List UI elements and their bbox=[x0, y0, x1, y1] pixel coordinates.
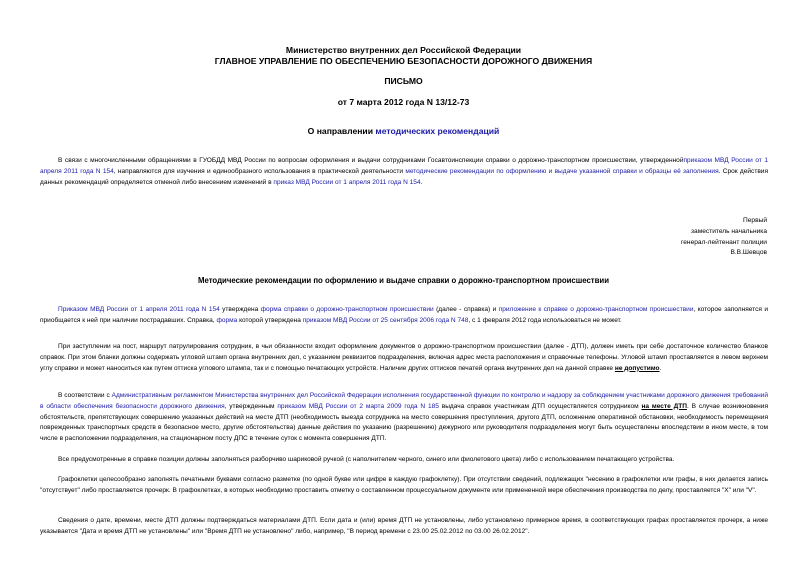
paragraph-4: Все предусмотренные в справке позиции должны заполняться разборчиво шариковой ручкой (с наполнителем черного, синего или фиолетового цвета) либо с использованием печатающего устройства. bbox=[58, 456, 675, 463]
intro-link-recommendations[interactable]: методические рекомендации по оформлению и выдаче указанной справки и образцы её заполнения bbox=[405, 167, 719, 175]
signature-block bbox=[567, 216, 767, 259]
intro-link-order-154-again[interactable]: приказ МВД России от 1 апреля 2011 года N 154 bbox=[273, 178, 421, 186]
p1-link-order-154[interactable]: Приказом МВД России от 1 апреля 2011 года N 154 bbox=[58, 306, 220, 313]
p2-emphasis-not-allowed: не допустимо bbox=[614, 364, 660, 372]
intro-text-2: , направляются для изучения и единообразного использования в практической деятельности bbox=[113, 167, 406, 175]
p1-link-form[interactable]: форма справки о дорожно-транспортном происшествии bbox=[260, 306, 434, 313]
signature-line-1: Первый bbox=[743, 217, 767, 224]
department-name: ГЛАВНОЕ УПРАВЛЕНИЕ ПО ОБЕСПЕЧЕНИЮ БЕЗОПАСНОСТИ ДОРОЖНОГО ДВИЖЕНИЯ bbox=[214, 56, 593, 66]
p1-text-1: утверждена bbox=[219, 306, 261, 313]
paragraph-5: Графоклетки целесообразно заполнять печатными буквами согласно разметке (по одной букве или цифре в каждую графоклетку). При отсутствии сведений, подлежащих "несению в графоклетки или графы, в них делается запись "отсутствует" либо проставляется прочерк. В графоклетках, в которых необходимо проставить отметку о составленном процессуальном документе или примененной мере обеспечения производства по делу, проставляется "X" или "V". bbox=[40, 476, 768, 494]
intro-text-3: . Срок действия данных рекомендаций определяется отменой либо внесением изменений в bbox=[40, 167, 769, 186]
recommendations-title: Методические рекомендации по оформлению и выдаче справки о дорожно-транспортном происшествии bbox=[197, 276, 609, 285]
p1-link-appendix[interactable]: приложение к справке о дорожно-транспортном происшествии bbox=[498, 306, 694, 313]
p2-text-2: . bbox=[659, 364, 662, 372]
p1-text-2: (далее - справка) и bbox=[433, 306, 499, 313]
document-date-number: от 7 марта 2012 года N 13/12-73 bbox=[337, 97, 470, 107]
p1-text-4: которой утверждена bbox=[237, 316, 303, 324]
ministry-name: Министерство внутренних дел Российской Федерации bbox=[285, 45, 522, 55]
paragraph-2 bbox=[40, 342, 768, 374]
signature-line-3: генерал-лейтенант полиции bbox=[681, 238, 767, 246]
intro-text-1: В связи с многочисленными обращениями в ГУОБДД МВД России по вопросам оформления и выдачи сотрудниками Госавтоинспекции справки о дорожно-транспортном происшествии, утвержденной bbox=[58, 157, 684, 164]
p3-link-regulation[interactable]: Административным регламентом Министерства внутренних дел Российской Федерации исполнения государственной функции по контролю и надзору за соблюдением участниками дорожного движения требований в области обеспечения безопасности дорожного движения bbox=[40, 392, 768, 410]
subject-prefix: О направлении bbox=[307, 126, 376, 136]
p3-text-2: , утвержденным bbox=[224, 402, 278, 410]
p3-emphasis-on-site: на месте ДТП bbox=[641, 402, 687, 410]
document-type: ПИСЬМО bbox=[384, 76, 423, 86]
signature-name: В.В.Шевцов bbox=[730, 249, 767, 257]
p3-text-3: выдача справок участникам ДТП осуществляется сотрудником bbox=[438, 402, 642, 410]
p1-link-form-short[interactable]: форма bbox=[216, 316, 238, 324]
p3-text-4: . В случае возникновения обстоятельств, препятствующих совершению указанных действий на месте ДТП (необходимость выезда сотрудника на место совершения преступления, другого ДТП, осложнение оперативной обстановки, необходимость перемещения поврежденных транспортных средств в безопасное место, другие обстоятельства) данные действия по указанию (разрешению) дежурного или руководителя подразделения могут быть осуществлены впоследствии в ином месте, в том числе в расположении подразделения, на стационарном посту ДПС в течение суток с момента совершения ДТП. bbox=[40, 402, 768, 443]
p1-link-order-748[interactable]: приказом МВД России от 25 сентября 2006 года N 748 bbox=[302, 316, 469, 324]
paragraph-6: Сведения о дате, времени, месте ДТП должны подтверждаться материалами ДТП. Если дата и (или) время ДТП не установлены, либо установлено примерное время, в соответствующих графах проставляется прочерк, а ниже указывается "Дата и время ДТП не установлены" или "Время ДТП не установлено" либо, например, "В период времени с 23.00 25.02.2012 по 03.00 26.02.2012". bbox=[40, 517, 768, 535]
p3-text-1: В соответствии с bbox=[58, 392, 112, 399]
intro-paragraph bbox=[40, 156, 768, 188]
subject-link[interactable]: методических рекомендаций bbox=[375, 126, 500, 136]
document-subject bbox=[0, 126, 807, 137]
paragraph-1 bbox=[40, 305, 768, 327]
intro-text-4: . bbox=[420, 178, 423, 186]
signature-line-2: заместитель начальника bbox=[691, 227, 767, 235]
paragraph-3 bbox=[40, 391, 768, 445]
p3-link-order-185[interactable]: приказом МВД России от 2 марта 2009 года N 185 bbox=[277, 402, 439, 410]
p1-text-5: , с 1 февраля 2012 года использоваться не может. bbox=[468, 316, 622, 324]
p1-text-3: , которое заполняется и приобщается к ней при наличии пострадавших. Справка, bbox=[40, 306, 768, 324]
intro-link-order-154[interactable]: приказом МВД России от 1 апреля 2011 года N 154 bbox=[40, 157, 769, 175]
p2-text-1: При заступлении на пост, маршрут патрулирования сотрудник, в чьи обязанности входит оформление документов о дорожно-транспортном происшествии (далее - ДТП), должен иметь при себе достаточное количество бланков справок. При этом бланки должны содержать угловой штамп органа внутренних дел, с указанием реквизитов подразделения, включая адрес места расположения и справочные телефоны. Угловой штамп проставляется в левом верхнем углу справки и может наноситься как путем оттиска углового штампа, так и с помощью печатающих устройств. Наличие других оттисков печатей органа внутренних дел на данной справке bbox=[40, 343, 768, 372]
